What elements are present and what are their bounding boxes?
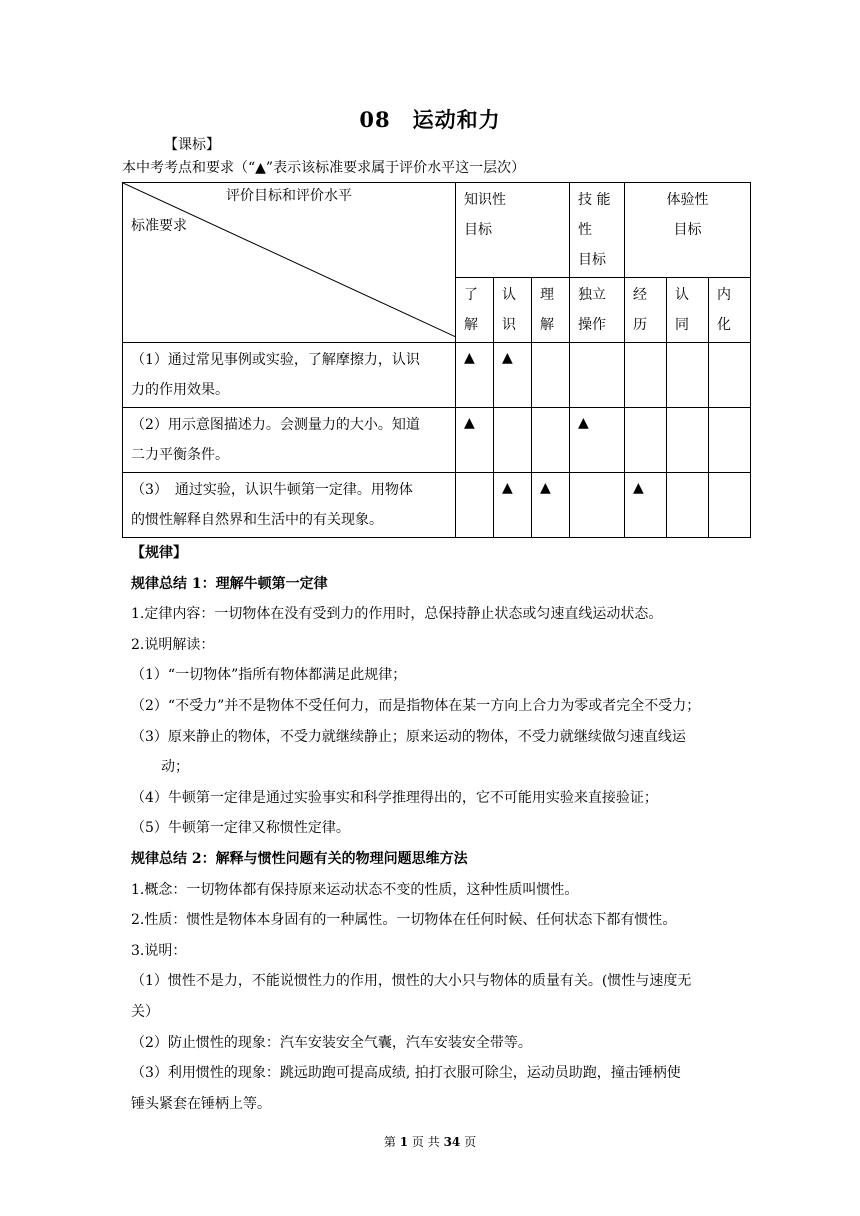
header-knowledge: 知识性 目标 [456,183,570,278]
paragraph: （3）原来静止的物体，不受力就继续静止；原来运动的物体，不受力就继续做匀速直线运 [131,728,686,745]
mark-cell: ▲ [625,473,667,538]
mark-cell [667,343,709,408]
intro-text: 本中考考点和要求（“▲”表示该标准要求属于评价水平这一层次） [122,160,526,176]
mark-cell: ▲ [494,473,532,538]
mark-cell [570,343,625,408]
paragraph: （2）防止惯性的现象：汽车安装安全气囊，汽车安装安全带等。 [131,1034,532,1051]
mark-cell: ▲ [456,408,494,473]
mark-cell: ▲ [570,408,625,473]
paragraph: 锤头紧套在锤柄上等。 [131,1095,271,1112]
mark-cell [709,343,751,408]
mark-cell [494,408,532,473]
page-total: 34 [443,1135,461,1149]
sub-header: 内 化 [709,278,751,343]
page-title: 08 运动和力 [359,107,501,132]
row-text: （2）用示意图描述力。会测量力的大小。知道 二力平衡条件。 [123,408,456,473]
page-number: 1 [399,1135,409,1149]
section-heading: 【规律】 [131,545,187,561]
paragraph: （1）惯性不是力，不能说惯性力的作用，惯性的大小只与物体的质量有关。(惯性与速度无 [131,973,692,990]
paragraph: （2）“不受力”并不是物体不受任何力，而是指物体在某一方向上合力为零或者完全不受力； [131,697,701,714]
mark-cell [667,473,709,538]
paragraph: （1）“一切物体”指所有物体都满足此规律； [131,667,407,684]
mark-cell: ▲ [494,343,532,408]
table-row [123,343,751,408]
mark-cell [709,473,751,538]
mark-cell [667,408,709,473]
sub-header: 独立 操作 [570,278,625,343]
sub-header: 经 历 [625,278,667,343]
paragraph: 1.概念：一切物体都有保持原来运动状态不变的性质，这种性质叫惯性。 [131,881,579,898]
standards-table [122,182,751,538]
paragraph: 关） [131,1003,159,1020]
mark-cell [532,408,570,473]
sub-header: 认 识 [494,278,532,343]
table-row [123,473,751,538]
paragraph: （3）利用惯性的现象：跳远助跑可提高成绩, 拍打衣服可除尘，运动员助跑，撞击锤柄使 [131,1065,681,1082]
content-body [131,538,741,1119]
rule-title-1: 规律总结 1：理解牛顿第一定律 [131,575,328,592]
page-footer: 第 1 页 共 34 页 [383,1135,477,1149]
rule-title-2: 规律总结 2：解释与惯性问题有关的物理问题思维方法 [131,850,468,867]
paragraph: （5）牛顿第一定律又称惯性定律。 [131,820,350,837]
sub-header: 理 解 [532,278,570,343]
mark-cell [709,408,751,473]
paragraph: 2.说明解读： [131,636,215,653]
header-experience: 体验性 目标 [625,183,751,278]
paragraph: 1.定律内容：一切物体在没有受到力的作用时，总保持静止状态或匀速直线运动状态。 [131,606,663,623]
mark-cell: ▲ [532,473,570,538]
paragraph: 3.说明： [131,942,187,959]
row-text: （1）通过常见事例或实验，了解摩擦力，认识 力的作用效果。 [123,343,456,408]
table-row [123,408,751,473]
paragraph: 2.性质：惯性是物体本身固有的一种属性。一切物体在任何时候、任何状态下都有惯性。 [131,912,677,929]
diagonal-header-cell [123,183,456,343]
header-skill: 技 能 性 目标 [570,183,625,278]
paragraph: 动； [161,759,189,776]
mark-cell [625,408,667,473]
paragraph: （4）牛顿第一定律是通过实验事实和科学推理得出的，它不可能用实验来直接验证； [131,789,658,806]
mark-cell [625,343,667,408]
mark-cell: ▲ [456,343,494,408]
row-text: （3） 通过实验，认识牛顿第一定律。用物体 的惯性解释自然界和生活中的有关现象。 [123,473,456,538]
mark-cell [532,343,570,408]
diag-top-label: 评价目标和评价水平 [226,188,352,204]
diag-bottom-label: 标准要求 [131,218,187,234]
sub-header: 认 同 [667,278,709,343]
mark-cell [570,473,625,538]
section-label-kebiao: 【课标】 [164,137,220,153]
sub-header: 了 解 [456,278,494,343]
mark-cell [456,473,494,538]
